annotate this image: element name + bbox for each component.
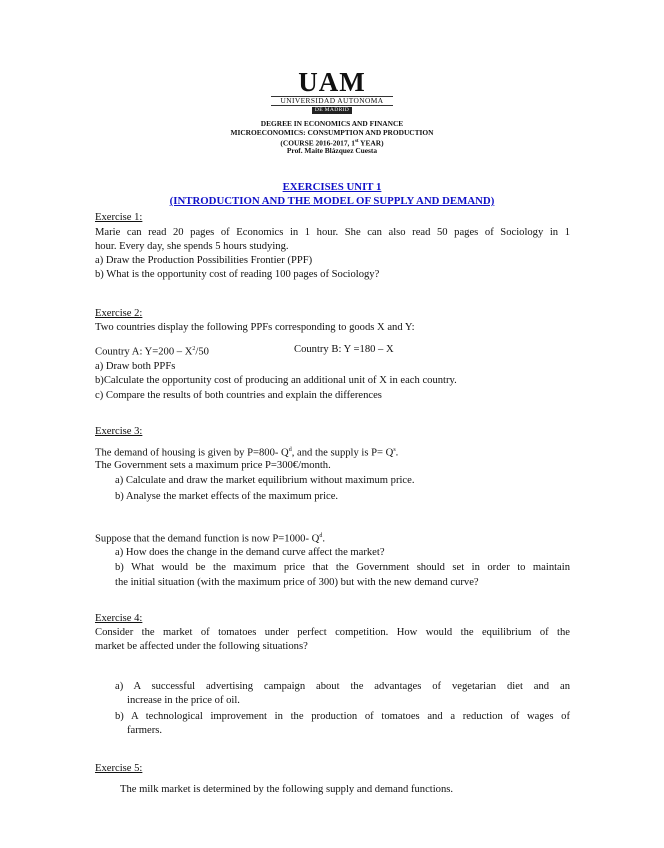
professor-name: Prof. Maite Blázquez Cuesta (286, 146, 378, 155)
exercise-2-heading: Exercise 2: (95, 308, 143, 319)
exercise-2-question-c: c) Compare the results of both countries and explain the differences (95, 390, 382, 401)
exercise-1-question-b: b) What is the opportunity cost of reading 100 pages of Sociology? (95, 269, 380, 280)
exercise-1-question-a: a) Draw the Production Possibilities Frontier (PPF) (95, 255, 313, 266)
exercise-1-text: Marie can read 20 pages of Economics in 1 hour. She can also read 50 pages of Sociology in 1 (95, 227, 570, 238)
exercise-4-question-b: farmers. (127, 725, 162, 736)
exercise-4-question-a: a) A successful advertising campaign about the advantages of vegetarian diet and an (115, 681, 570, 692)
exercise-2-country-b: Country B: Y =180 – X (294, 344, 394, 355)
exercise-4-text: market be affected under the following situations? (95, 641, 308, 652)
exercise-2-question-b: b)Calculate the opportunity cost of producing an additional unit of X in each country. (95, 375, 457, 386)
degree-line: DEGREE IN ECONOMICS AND FINANCE (260, 119, 404, 128)
exercise-1-text: hour. Every day, she spends 5 hours studying. (95, 241, 289, 252)
exercise-5-heading: Exercise 5: (95, 763, 143, 774)
exercise-1-heading: Exercise 1: (95, 212, 143, 223)
exercise-2-question-a: a) Draw both PPFs (95, 361, 176, 372)
exercise-5-text: The milk market is determined by the following supply and demand functions. (120, 784, 454, 795)
exercise-4-text: Consider the market of tomatoes under perfect competition. How would the equilibrium of the (95, 627, 570, 638)
logo-mark: UAM (298, 67, 366, 97)
exercise-2-text: Two countries display the following PPFs corresponding to goods X and Y: (95, 322, 415, 333)
course-year: (COURSE 2016-2017, 1st YEAR) (280, 138, 384, 148)
university-logo (268, 67, 396, 114)
exercise-4-question-a: increase in the price of oil. (127, 695, 240, 706)
logo-university-name: UNIVERSIDAD AUTONOMA (271, 96, 393, 106)
course-title: MICROECONOMICS: CONSUMPTION AND PRODUCTION (230, 128, 434, 137)
exercise-3-question-a: a) Calculate and draw the market equilibrium without maximum price. (115, 475, 415, 486)
exercise-2-country-a: Country A: $Y=200 - X^2/50$ (95, 346, 209, 358)
logo-city: DE MADRID (312, 107, 352, 114)
exercise-3-text: The demand of housing is given by P=800- $Q^d$, and the supply is $P= Q^s$. (95, 447, 399, 459)
exercises-subtitle: (INTRODUCTION AND THE MODEL OF SUPPLY AND DEMAND) (169, 195, 495, 207)
exercise-3-supposition-b: b) What would be the maximum price that the Government should set in order to maintain (115, 562, 570, 573)
exercise-3-supposition: Suppose that the demand function is now P=1000- $Q^d$. (95, 533, 325, 545)
exercises-title: EXERCISES UNIT 1 (282, 181, 382, 193)
exercise-3-heading: Exercise 3: (95, 426, 143, 437)
exercise-3-supposition-b: the initial situation (with the maximum price of 300) but with the new demand curve? (115, 577, 479, 588)
exercise-3-supposition-a: a) How does the change in the demand curve affect the market? (115, 547, 385, 558)
exercise-3-question-b: b) Analyse the market effects of the maximum price. (115, 491, 339, 502)
exercise-4-question-b: b) A technological improvement in the production of tomatoes and a reduction of wages of (115, 711, 570, 722)
exercise-3-text: The Government sets a maximum price P=300€/month. (95, 460, 331, 471)
exercise-4-heading: Exercise 4: (95, 613, 143, 624)
